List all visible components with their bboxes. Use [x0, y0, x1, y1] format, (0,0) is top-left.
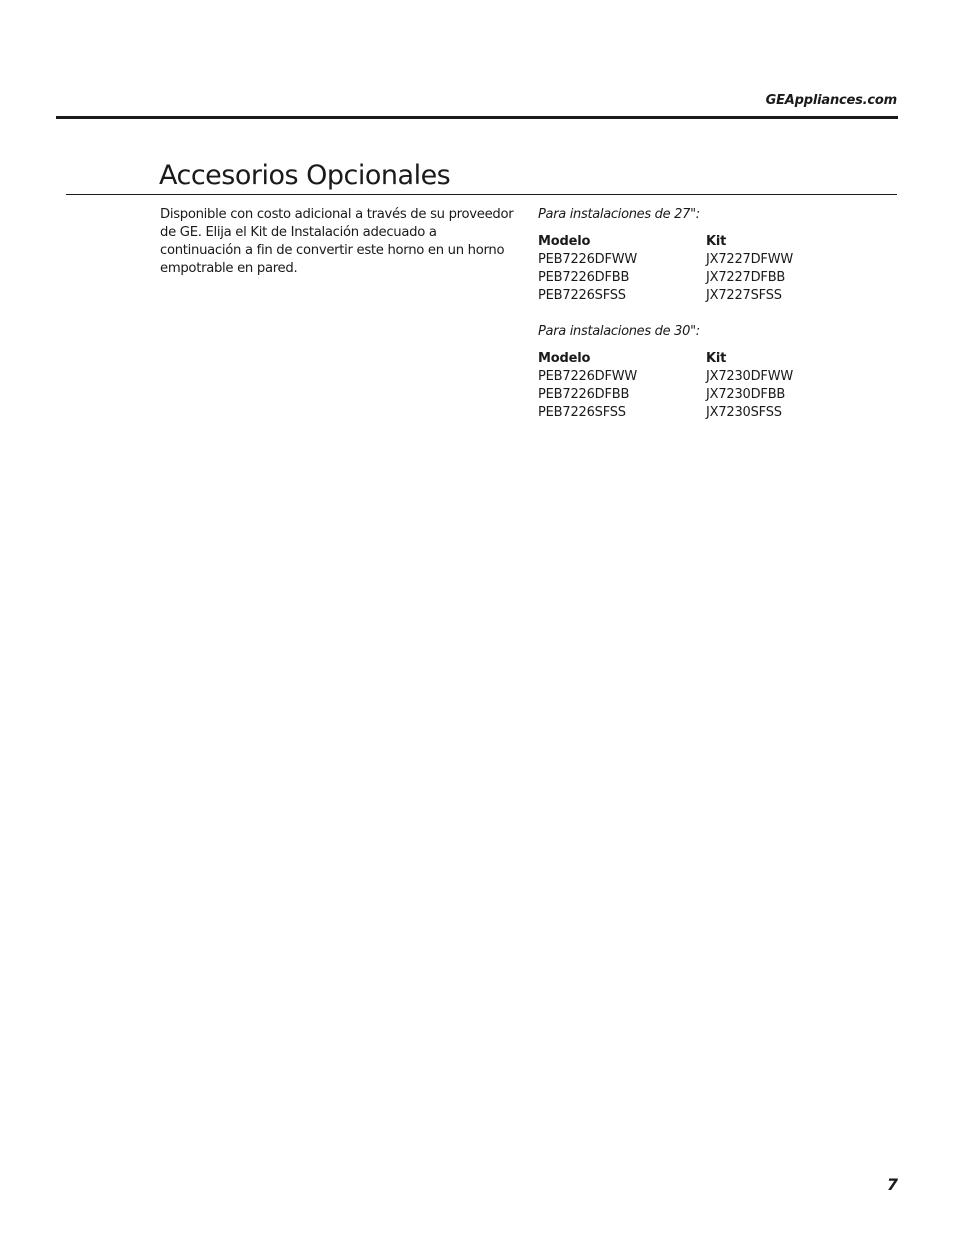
table-row: [538, 368, 793, 386]
kits-27-table: [538, 233, 793, 305]
table-row: [538, 404, 793, 422]
table-header-row: [538, 350, 793, 368]
model-cell: PEB7226DFBB: [538, 270, 630, 285]
table-row: [538, 269, 793, 287]
column-header-model: Modelo: [538, 351, 591, 366]
kits-27-caption: Para instalaciones de 27":: [538, 207, 700, 222]
column-header-kit: Kit: [706, 351, 727, 366]
kit-cell: JX7227SFSS: [706, 288, 782, 303]
page-title: Accesorios Opcionales: [159, 160, 451, 191]
site-url: GEAppliances.com: [765, 93, 897, 108]
table-header-row: [538, 233, 793, 251]
model-cell: PEB7226DFBB: [538, 387, 630, 402]
intro-paragraph: Disponible con costo adicional a través de su proveedor de GE. Elija el Kit de Instalación adecuado a continuación a fin de convertir este horno en un horno empotrable en pared.: [160, 207, 514, 276]
kits-30-caption: Para instalaciones de 30":: [538, 324, 700, 339]
model-cell: PEB7226SFSS: [538, 405, 626, 420]
kits-27-section: [538, 206, 858, 305]
column-header-kit: Kit: [706, 234, 727, 249]
kit-cell: JX7227DFWW: [706, 252, 794, 267]
model-cell: PEB7226DFWW: [538, 252, 638, 267]
kit-cell: JX7230DFWW: [706, 369, 794, 384]
kit-cell: JX7230DFBB: [706, 387, 786, 402]
kit-cell: JX7230SFSS: [706, 405, 782, 420]
model-cell: PEB7226DFWW: [538, 369, 638, 384]
table-row: [538, 386, 793, 404]
title-divider: [66, 194, 897, 195]
table-row: [538, 251, 793, 269]
table-row: [538, 287, 793, 305]
header-divider: [56, 116, 898, 119]
model-cell: PEB7226SFSS: [538, 288, 626, 303]
kits-30-section: [538, 323, 858, 422]
column-header-model: Modelo: [538, 234, 591, 249]
page-number: 7: [886, 1175, 898, 1194]
kit-cell: JX7227DFBB: [706, 270, 786, 285]
kits-30-table: [538, 350, 793, 422]
